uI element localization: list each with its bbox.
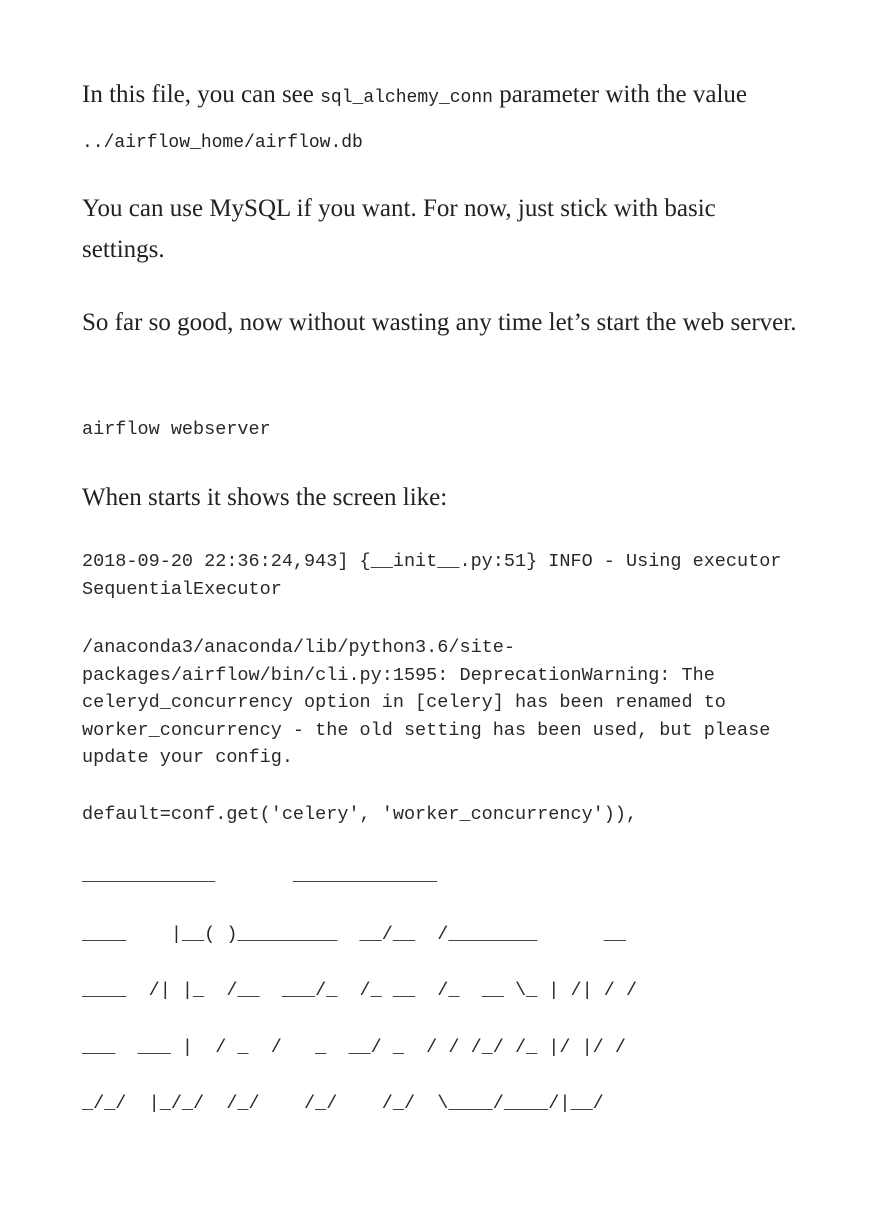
paragraph-config-text-middle: parameter with the value [492,81,748,108]
code-log-executor: 2018-09-20 22:36:24,943] {__init__.py:51} INFO - Using executor SequentialExecutor [82,551,793,600]
code-command-webserver: airflow webserver [82,419,271,440]
paragraph-mysql-note: You can use MySQL if you want. For now, just stick with basic settings. [82,195,716,263]
ascii-banner-line-2: ____ |__( )_________ __/__ /________ __ [82,924,626,945]
ascii-banner-line-1: ____________ _____________ [82,865,438,886]
paragraph-screen-intro: When starts it shows the screen like: [82,484,448,511]
paragraph-config-text-before: In this file, you can see [82,81,321,108]
ascii-banner-line-4: ___ ___ | / _ / _ __/ _ / / /_/ /_ |/ |/ / [82,1037,626,1058]
code-log-deprecation-warning: /anaconda3/anaconda/lib/python3.6/site-packages/airflow/bin/cli.py:1595: DeprecationWarning: The celeryd_concurrency option in [celery] has been renamed to worker_concurrency - the old setting has been used, but please update your config. [82,637,782,768]
paragraph-start-webserver: So far so good, now without wasting any time let’s start the web server. [82,309,797,336]
inline-code-sql-alchemy-conn: sql_alchemy_conn [320,88,493,108]
code-log-default-conf: default=conf.get('celery', 'worker_concurrency')), [82,804,638,825]
ascii-banner-line-3: ____ /| |_ /__ ___/_ /_ __ /_ __ \_ | /| / / [82,980,638,1001]
paragraph-config-file [82,74,802,164]
inline-code-db-path: ../airflow_home/airflow.db [82,133,363,153]
ascii-banner-line-5: _/_/ |_/_/ /_/ /_/ /_/ \____/____/|__/ [82,1093,604,1114]
